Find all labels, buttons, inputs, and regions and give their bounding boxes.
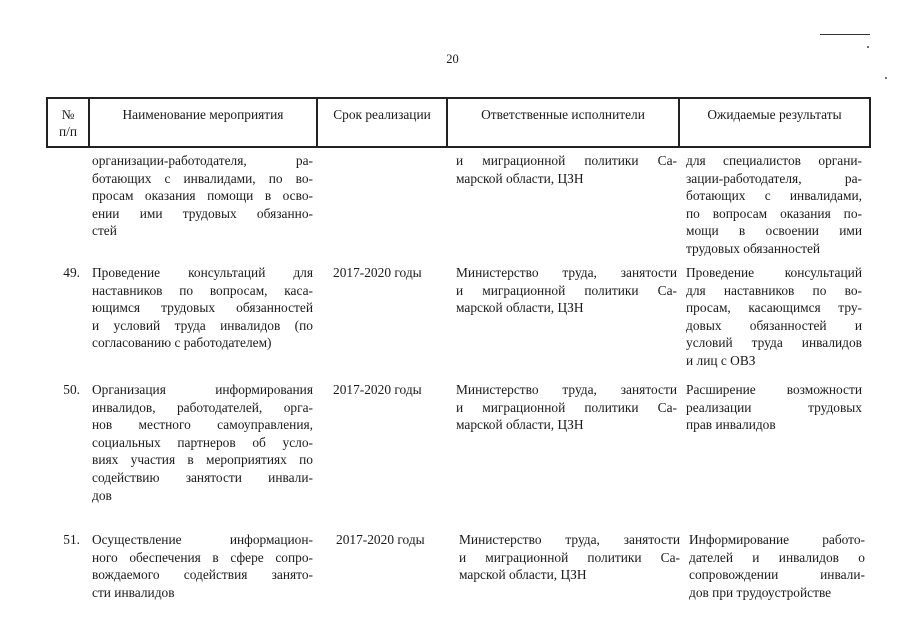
- text-line: Проведение консультаций для: [92, 265, 313, 280]
- term-cell: 2017-2020 годы: [333, 265, 422, 280]
- text-line: прав инвалидов: [686, 417, 776, 433]
- text-line: ботающих с инвалидами,: [686, 188, 862, 204]
- name-cell: [92, 531, 313, 601]
- text-line: сопровождении инвали-: [689, 567, 865, 583]
- text-line: Министерство труда, занятости: [459, 532, 680, 547]
- text-line: инвалидов, работодателей, орга-: [92, 399, 313, 415]
- text-line: марской области, ЦЗН: [456, 170, 584, 186]
- header-num: № п/п: [58, 107, 78, 139]
- text-line: и миграционной политики Са-: [456, 282, 677, 298]
- text-line: для специалистов органи-: [686, 153, 862, 168]
- responsible-cell: [456, 152, 677, 187]
- text-line: вождаемого содействия занято-: [92, 567, 313, 583]
- text-line: организации-работодателя, ра-: [92, 153, 313, 168]
- text-line: трудовых обязанностей: [686, 240, 821, 256]
- scan-margin-rule: [820, 34, 870, 35]
- text-line: Осуществление информацион-: [92, 532, 313, 547]
- results-cell: [686, 264, 862, 370]
- text-line: и миграционной политики Са-: [456, 399, 677, 415]
- text-line: нов местного самоуправления,: [92, 417, 313, 433]
- text-line: ении ими трудовых обязанно-: [92, 205, 313, 221]
- results-cell: [686, 152, 862, 258]
- header-responsible: Ответственные исполнители: [481, 107, 645, 122]
- text-line: марской области, ЦЗН: [459, 567, 587, 583]
- text-line: просам, касающимся тру-: [686, 300, 862, 316]
- text-line: Министерство труда, занятости: [456, 382, 677, 397]
- text-line: по вопросам оказания по-: [686, 205, 862, 221]
- text-line: для наставников по во-: [686, 282, 862, 298]
- responsible-cell: [459, 531, 680, 584]
- text-line: ботающих с инвалидами, по во-: [92, 170, 313, 186]
- header-name: Наименование мероприятия: [122, 107, 284, 122]
- results-cell: [686, 381, 862, 434]
- name-cell: [92, 381, 313, 504]
- text-line: Проведение консультаций: [686, 265, 862, 280]
- row-number: 50.: [63, 382, 80, 397]
- text-line: дателей и инвалидов о: [689, 549, 865, 565]
- header-bottom-border: [46, 146, 871, 148]
- text-line: стей: [92, 223, 117, 239]
- text-line: согласованию с работодателем): [92, 335, 272, 351]
- name-cell: [92, 152, 313, 240]
- row-number: 49.: [63, 265, 80, 280]
- scan-speck: [867, 46, 869, 48]
- text-line: условий труда инвалидов: [686, 335, 862, 351]
- text-line: реализации трудовых: [686, 399, 862, 415]
- text-line: и лиц с ОВЗ: [686, 352, 756, 368]
- text-line: дов: [92, 487, 112, 503]
- text-line: и условий труда инвалидов (по: [92, 317, 313, 333]
- text-line: виях участия в мероприятиях по: [92, 452, 313, 468]
- header-top-border: [46, 97, 871, 99]
- text-line: и миграционной политики Са-: [456, 153, 677, 168]
- text-line: Организация информирования: [92, 382, 313, 397]
- text-line: дов при трудоустройстве: [689, 584, 832, 600]
- header-term: Срок реализации: [333, 107, 431, 122]
- name-cell: [92, 264, 313, 352]
- text-line: и миграционной политики Са-: [459, 549, 680, 565]
- text-line: мощи в освоении ими: [686, 223, 862, 239]
- results-cell: [689, 531, 865, 601]
- text-line: марской области, ЦЗН: [456, 417, 584, 433]
- page-number: 20: [446, 52, 459, 66]
- header-results: Ожидаемые результаты: [707, 107, 842, 122]
- row-number: 51.: [63, 532, 80, 547]
- text-line: наставников по вопросам, каса-: [92, 282, 313, 298]
- term-cell: 2017-2020 годы: [333, 382, 422, 397]
- responsible-cell: [456, 381, 677, 434]
- responsible-cell: [456, 264, 677, 317]
- text-line: зации-работодателя, ра-: [686, 170, 862, 186]
- text-line: социальных партнеров об усло-: [92, 434, 313, 450]
- term-cell: 2017-2020 годы: [336, 532, 425, 547]
- text-line: ющимся трудовых обязанностей: [92, 300, 313, 316]
- text-line: марской области, ЦЗН: [456, 300, 584, 316]
- header-divider: [869, 97, 871, 147]
- text-line: ного обеспечения в сфере сопро-: [92, 549, 313, 565]
- text-line: Информирование работо-: [689, 532, 865, 547]
- text-line: довых обязанностей и: [686, 317, 862, 333]
- text-line: Расширение возможности: [686, 382, 862, 397]
- scan-speck: [885, 77, 887, 79]
- text-line: сти инвалидов: [92, 584, 175, 600]
- text-line: просам оказания помощи в осво-: [92, 188, 313, 204]
- text-line: Министерство труда, занятости: [456, 265, 677, 280]
- text-line: содействию занятости инвали-: [92, 469, 313, 485]
